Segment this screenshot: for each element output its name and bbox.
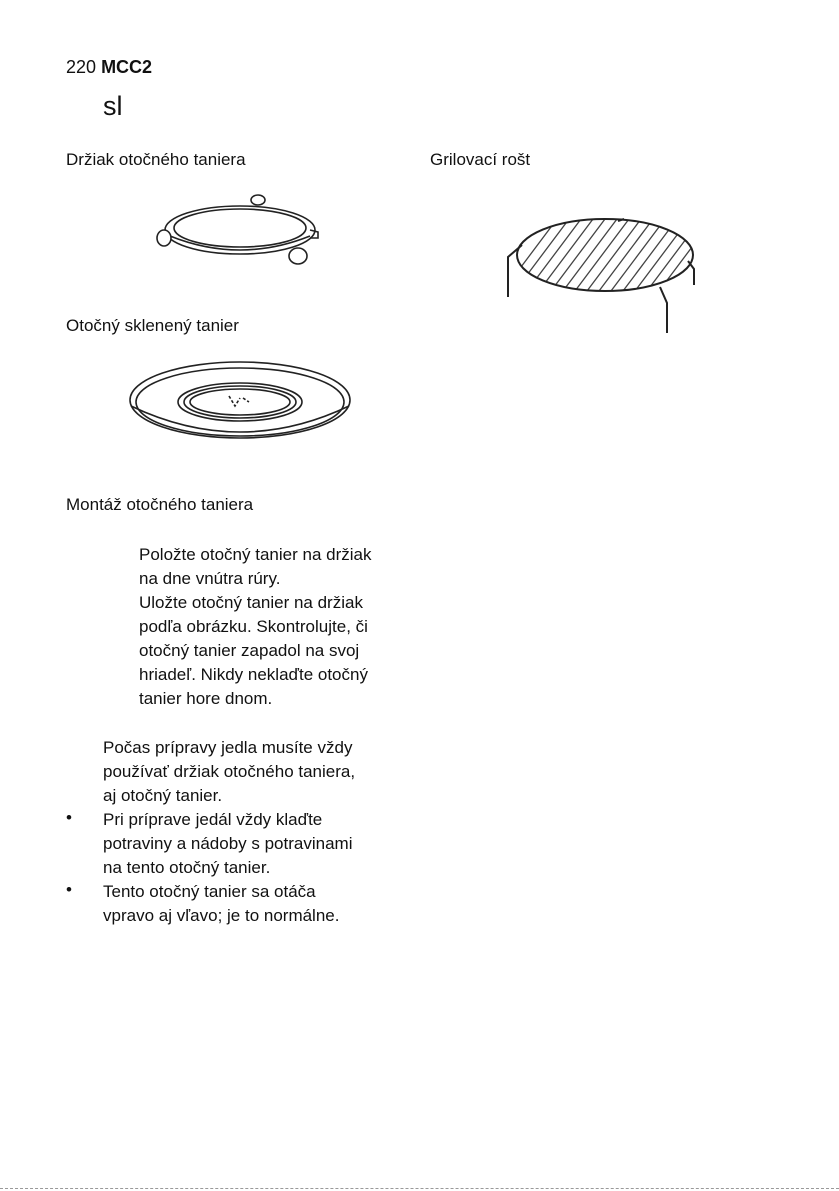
instruction-line: hriadeľ. Nikdy neklaďte otočný [139, 665, 368, 684]
note-intro [103, 736, 355, 808]
holder-label: Držiak otočného taniera [66, 150, 246, 169]
instruction-line: tanier hore dnom. [139, 689, 273, 708]
bullet-icon: • [66, 880, 72, 899]
page-number: 220 [66, 57, 97, 77]
bullet-icon: • [66, 808, 72, 827]
instruction-line: na dne vnútra rúry. [139, 569, 281, 588]
note-line: Počas prípravy jedla musíte vždy [103, 738, 353, 757]
note-bullet-2 [103, 880, 339, 928]
instruction-line: Položte otočný tanier na držiak [139, 545, 372, 564]
grill-rack-illustration [500, 215, 705, 340]
grill-label: Grilovací rošt [430, 150, 531, 169]
model-name: MCC2 [101, 57, 153, 77]
turntable-holder-illustration [150, 190, 330, 270]
page-bottom-divider [0, 1188, 839, 1189]
note-line: potraviny a nádoby s potravinami [103, 834, 353, 853]
instruction-line: otočný tanier zapadol na svoj [139, 641, 360, 660]
instruction-line: Uložte otočný tanier na držiak [139, 593, 363, 612]
note-line: na tento otočný tanier. [103, 858, 271, 877]
note-line: aj otočný tanier. [103, 786, 223, 805]
language-code: sl [103, 91, 123, 121]
note-bullet-1 [103, 808, 352, 880]
note-line: používať držiak otočného taniera, [103, 762, 356, 781]
glass-label: Otočný sklenený tanier [66, 316, 239, 335]
instruction-line: podľa obrázku. Skontrolujte, či [139, 617, 368, 636]
assembly-label: Montáž otočného taniera [66, 495, 254, 514]
note-line: vpravo aj vľavo; je to normálne. [103, 906, 340, 925]
assembly-instructions [139, 543, 371, 711]
glass-turntable-illustration [125, 360, 355, 450]
note-line: Pri príprave jedál vždy klaďte [103, 810, 323, 829]
page-header [66, 57, 152, 78]
note-line: Tento otočný tanier sa otáča [103, 882, 316, 901]
